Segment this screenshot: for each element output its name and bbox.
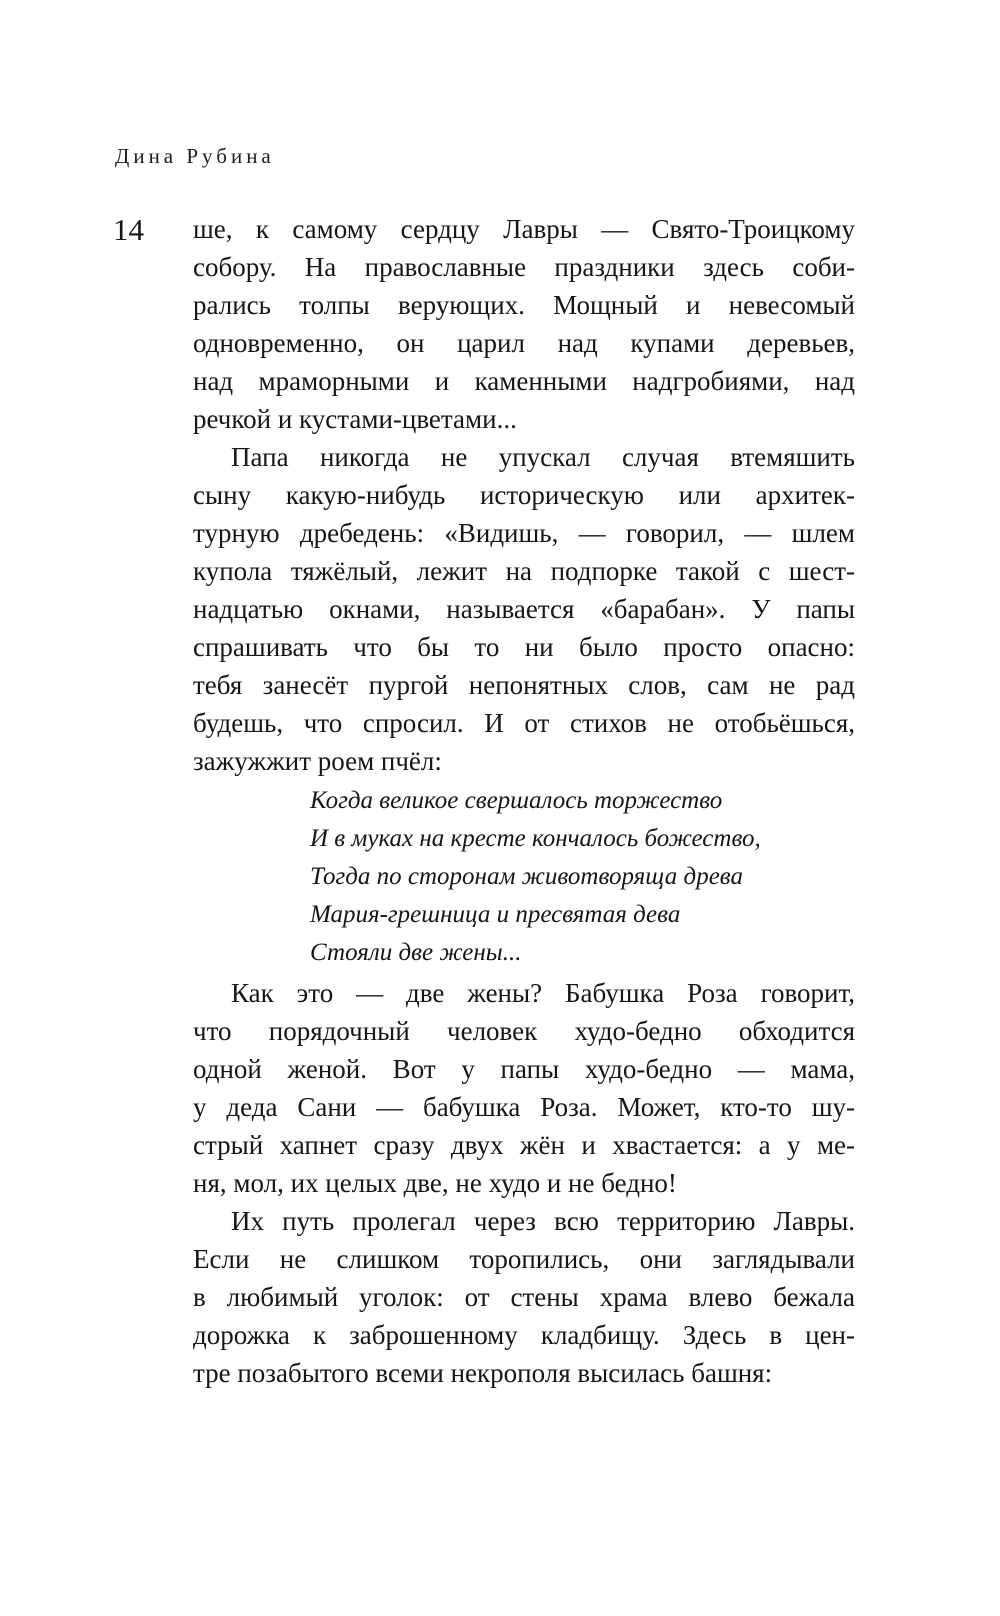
verse-line: Когда великое свершалось торжество bbox=[310, 787, 723, 814]
text-line: стрый хапнет сразу двух жён и хвастается: а у ме- bbox=[193, 1130, 855, 1160]
verse-line: Тогда по сторонам животворяща древа bbox=[310, 863, 743, 890]
verse-block bbox=[310, 780, 855, 974]
text-line: рались толпы верующих. Мощный и невесомый bbox=[193, 290, 855, 320]
text-line: спрашивать что бы то ни было просто опасно: bbox=[193, 632, 855, 662]
text-line: надцатью окнами, называется «барабан». У папы bbox=[193, 594, 855, 624]
text-line: Папа никогда не упускал случая втемяшить bbox=[231, 442, 855, 472]
paragraph bbox=[193, 438, 855, 780]
text-line: турную дребедень: «Видишь, — говорил, — шлем bbox=[193, 518, 855, 548]
paragraph bbox=[193, 210, 855, 438]
text-line: что порядочный человек худо-бедно обходится bbox=[193, 1016, 855, 1046]
text-line: ня, мол, их целых две, не худо и не бедно! bbox=[193, 1168, 677, 1198]
text-line: ше, к самому сердцу Лавры — Свято-Троицкому bbox=[193, 214, 855, 244]
text-line: над мраморными и каменными надгробиями, над bbox=[193, 366, 855, 396]
text-line: в любимый уголок: от стены храма влево бежала bbox=[193, 1282, 855, 1312]
text-line: зажужжит роем пчёл: bbox=[193, 746, 442, 776]
text-line: собору. На православные праздники здесь соби- bbox=[193, 252, 855, 282]
paragraph bbox=[193, 1202, 855, 1392]
verse-line: И в муках на кресте кончалось божество, bbox=[310, 825, 761, 852]
text-line: Если не слишком торопились, они заглядывали bbox=[193, 1244, 855, 1274]
page-number: 14 bbox=[113, 212, 144, 247]
running-header: Дина Рубина bbox=[115, 144, 275, 168]
text-line: сыну какую-нибудь историческую или архитек- bbox=[193, 480, 855, 510]
verse-line: Мария-грешница и пресвятая дева bbox=[310, 901, 681, 928]
text-line: одновременно, он царил над купами деревьев, bbox=[193, 328, 855, 358]
text-line: Как это — две жены? Бабушка Роза говорит, bbox=[231, 978, 855, 1008]
text-line: речкой и кустами-цветами... bbox=[193, 404, 517, 434]
text-block bbox=[193, 210, 855, 1392]
verse-line: Стояли две жены... bbox=[310, 939, 522, 966]
text-line: у деда Сани — бабушка Роза. Может, кто-то шу- bbox=[193, 1092, 855, 1122]
text-line: тебя занесёт пургой непонятных слов, сам не рад bbox=[193, 670, 855, 700]
paragraph bbox=[193, 974, 855, 1202]
text-line: одной женой. Вот у папы худо-бедно — мама, bbox=[193, 1054, 855, 1084]
text-line: купола тяжёлый, лежит на подпорке такой с шест- bbox=[193, 556, 855, 586]
text-line: будешь, что спросил. И от стихов не отобьёшься, bbox=[193, 708, 855, 738]
text-line: тре позабытого всеми некрополя высилась башня: bbox=[193, 1358, 773, 1388]
text-line: дорожка к заброшенному кладбищу. Здесь в цен- bbox=[193, 1320, 855, 1350]
text-line: Их путь пролегал через всю территорию Лавры. bbox=[231, 1206, 855, 1236]
